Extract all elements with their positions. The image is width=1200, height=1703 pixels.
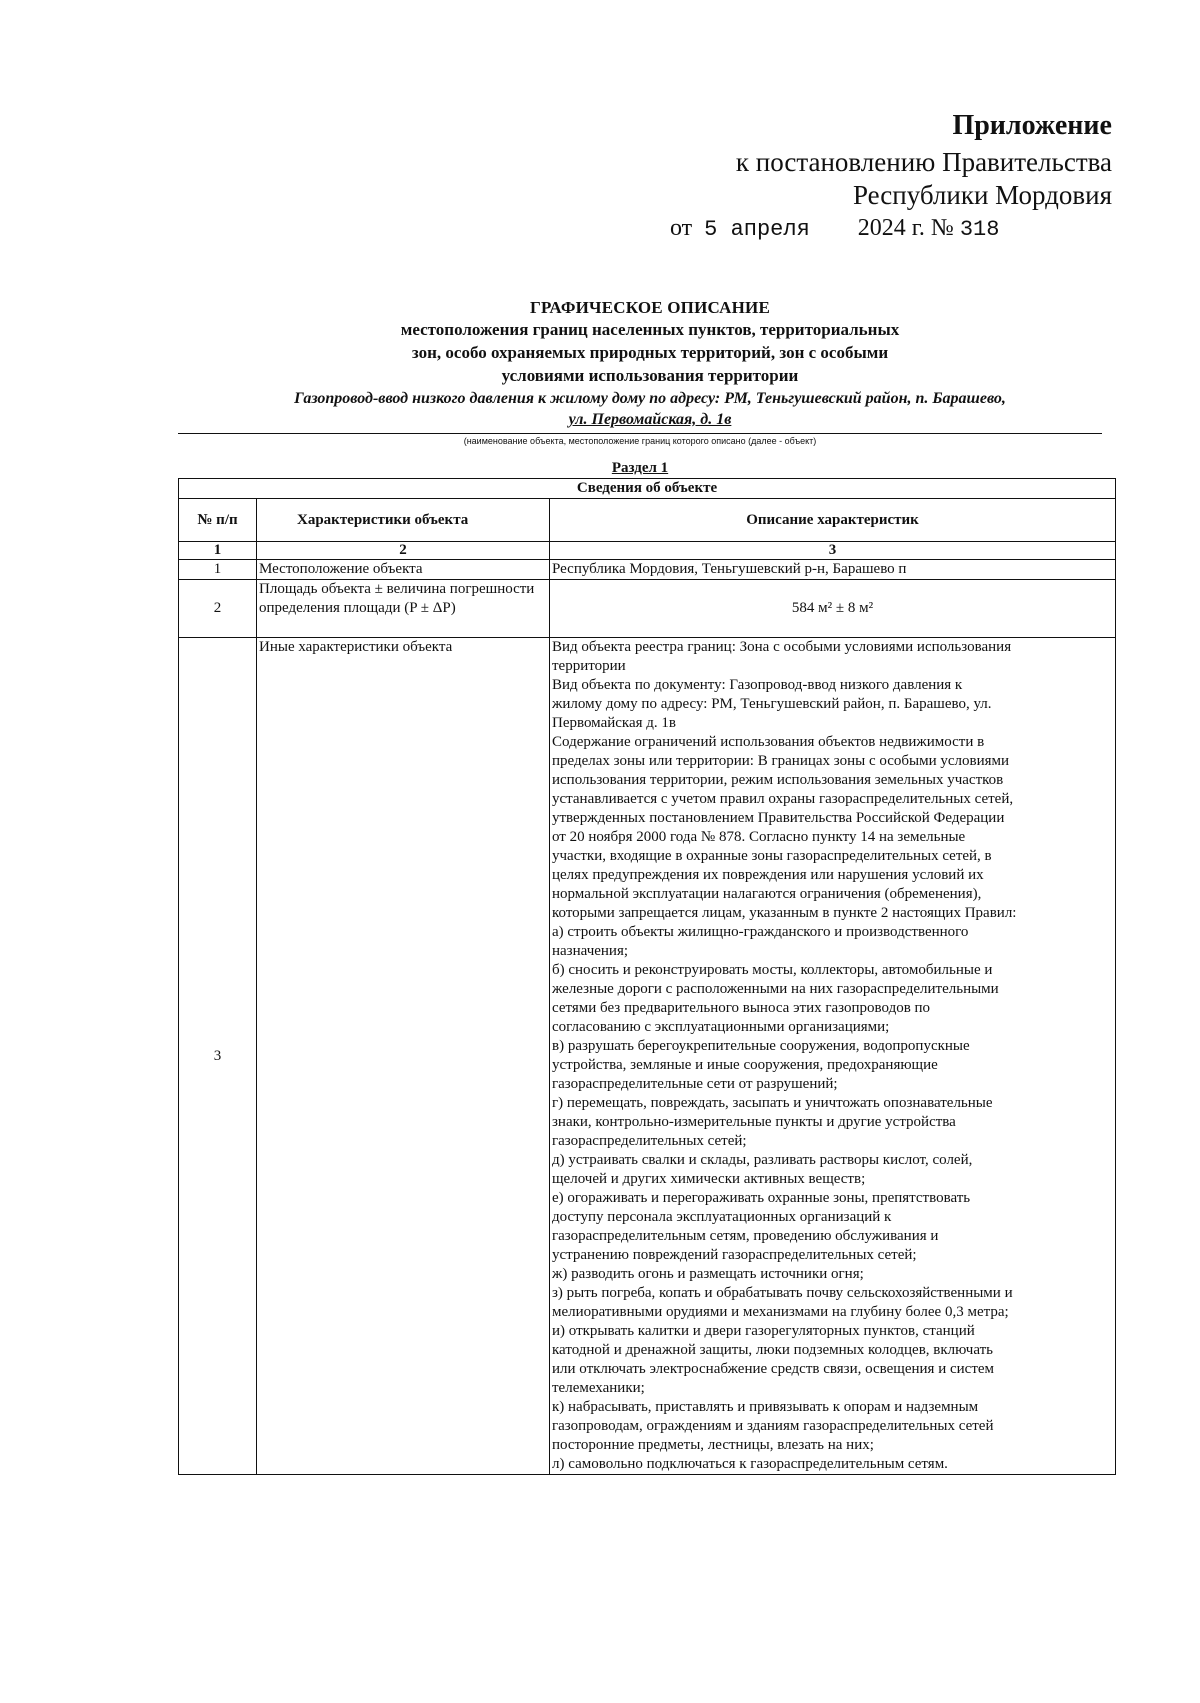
description-line: газораспределительных сетей; [552,1133,747,1149]
description-line: г) перемещать, повреждать, засыпать и уничтожать опознавательные [552,1095,993,1111]
description-line: мелиоративными орудиями и механизмами на глубину более 0,3 метра; [552,1304,1009,1320]
col-header-characteristic: Характеристики объекта [257,499,550,542]
description-line: утвержденных постановлением Правительства Российской Федерации [552,810,1005,826]
description-line: д) устраивать свалки и склады, разливать растворы кислот, солей, [552,1152,973,1168]
description-line: телемеханики; [552,1380,645,1396]
description-line: от 20 ноября 2000 года № 878. Согласно пункту 14 на земельные [552,829,966,845]
description-line: железные дороги с расположенными на них газораспределительными [552,981,999,997]
col-header-description: Описание характеристик [550,499,1116,542]
document-subtitle-line1: местоположения границ населенных пунктов, территориальных [400,320,900,339]
row-value-restrictions [550,638,1116,1475]
date-prefix: от [670,215,693,241]
description-line: целях предупреждения их повреждения или нарушения условий их [552,867,984,883]
object-info-table [178,478,1116,1475]
col-header-number: № п/п [179,499,257,542]
row-value: Республика Мордовия, Теньгушевский р-н, Барашево п [550,560,1116,580]
description-line: в) разрушать берегоукрепительные сооружения, водопропускные [552,1038,970,1054]
appendix-subtitle-line1: к постановлению Правительства [735,147,1112,177]
description-line: сетями без предварительного выноса этих газопроводов по [552,1000,931,1016]
date-day-month: 5 апреля [704,217,810,242]
description-line: Вид объекта реестра границ: Зона с особыми условиями использования [552,639,1012,655]
table-caption: Сведения об объекте [179,479,1116,499]
table-row [179,560,1116,580]
description-line: газораспределительным сетям, проведению обслуживания и [552,1228,939,1244]
description-line: посторонние предметы, лестницы, влезать на них; [552,1437,874,1453]
object-name-line1: Газопровод-ввод низкого давления к жилому дому по адресу: РМ, Теньгушевский район, п. Барашево, [294,390,1006,407]
section-label: Раздел 1 [611,460,669,476]
description-line: газораспределительные сети от разрушений; [552,1076,838,1092]
document-title: ГРАФИЧЕСКОЕ ОПИСАНИЕ [529,298,771,317]
description-line: участки, входящие в охранные зоны газораспределительных сетей, в [552,848,992,864]
row-characteristic: Площадь объекта ± величина погрешности определения площади (P ± ΔP) [257,580,550,638]
row-characteristic: Местоположение объекта [257,560,550,580]
table-row [179,580,1116,638]
description-line: которыми запрещается лицам, указанным в пункте 2 настоящих Правил: [552,905,1017,921]
description-line: к) набрасывать, приставлять и привязывать к опорам и надземным [552,1399,979,1415]
row-value: 584 м² ± 8 м² [550,580,1116,638]
description-line: устранению повреждений газораспределительных сетей; [552,1247,917,1263]
description-line: знаки, контрольно-измерительные пункты и другие устройства [552,1114,956,1130]
description-line: щелочей и других химически активных веществ; [552,1171,866,1187]
row-number: 3 [179,638,257,1475]
col-number-3: 3 [550,542,1116,560]
description-line: согласованию с эксплуатационными организациями; [552,1019,890,1035]
description-line: нормальной эксплуатации налагаются ограничения (обременения), [552,886,982,902]
object-underline [178,433,1102,434]
description-line: Содержание ограничений использования объектов недвижимости в [552,734,985,750]
description-line: жилому дому по адресу: РМ, Теньгушевский район, п. Барашево, ул. [552,696,992,712]
description-line: доступу персонала эксплуатационных организаций к [552,1209,892,1225]
description-line: использования территории, режим использования земельных участков [552,772,1004,788]
description-line: территории [552,658,626,674]
description-line: ж) разводить огонь и размещать источники огня; [552,1266,864,1282]
table-row [179,638,1116,1475]
document-subtitle-line3: условиями использования территории [501,366,799,385]
description-line: е) огораживать и перегораживать охранные зоны, препятствовать [552,1190,971,1206]
decree-number: 318 [959,217,1000,242]
object-caption: (наименование объекта, местоположение границ которого описано (далее - объект) [463,436,817,446]
row-number: 1 [179,560,257,580]
description-line: устанавливается с учетом правил охраны газораспределительных сетей, [552,791,1014,807]
description-line: Вид объекта по документу: Газопровод-ввод низкого давления к [552,677,963,693]
description-line: б) сносить и реконструировать мосты, коллекторы, автомобильные и [552,962,993,978]
description-line: назначения; [552,943,629,959]
col-number-2: 2 [257,542,550,560]
document-subtitle-line2: зон, особо охраняемых природных территорий, зон с особыми [411,343,889,362]
row-number: 2 [179,580,257,638]
description-line: катодной и дренажной защиты, люки подземных колодцев, включать [552,1342,993,1358]
description-line: устройства, земляные и иные сооружения, предохраняющие [552,1057,938,1073]
description-line: газопроводам, ограждениям и зданиям газораспределительных сетей [552,1418,994,1434]
description-line: Первомайская д. 1в [552,715,676,731]
decree-date [670,215,999,242]
appendix-subtitle-line2: Республики Мордовия [852,180,1112,210]
description-line: з) рыть погреба, копать и обрабатывать почву сельскохозяйственными и [552,1285,1013,1301]
description-line: пределах зоны или территории: В границах зоны с особыми условиями [552,753,1010,769]
description-line: или отключать электроснабжение средств связи, освещения и систем [552,1361,995,1377]
appendix-title: Приложение [952,110,1112,141]
description-line: и) открывать калитки и двери газорегуляторных пунктов, станций [552,1323,975,1339]
description-line: л) самовольно подключаться к газораспределительным сетям. [552,1456,948,1472]
col-number-1: 1 [179,542,257,560]
object-name-line2: ул. Первомайская, д. 1в [568,411,732,428]
date-year: 2024 г. № [857,215,954,241]
row-characteristic: Иные характеристики объекта [257,638,550,1475]
description-line: а) строить объекты жилищно-гражданского и производственного [552,924,969,940]
